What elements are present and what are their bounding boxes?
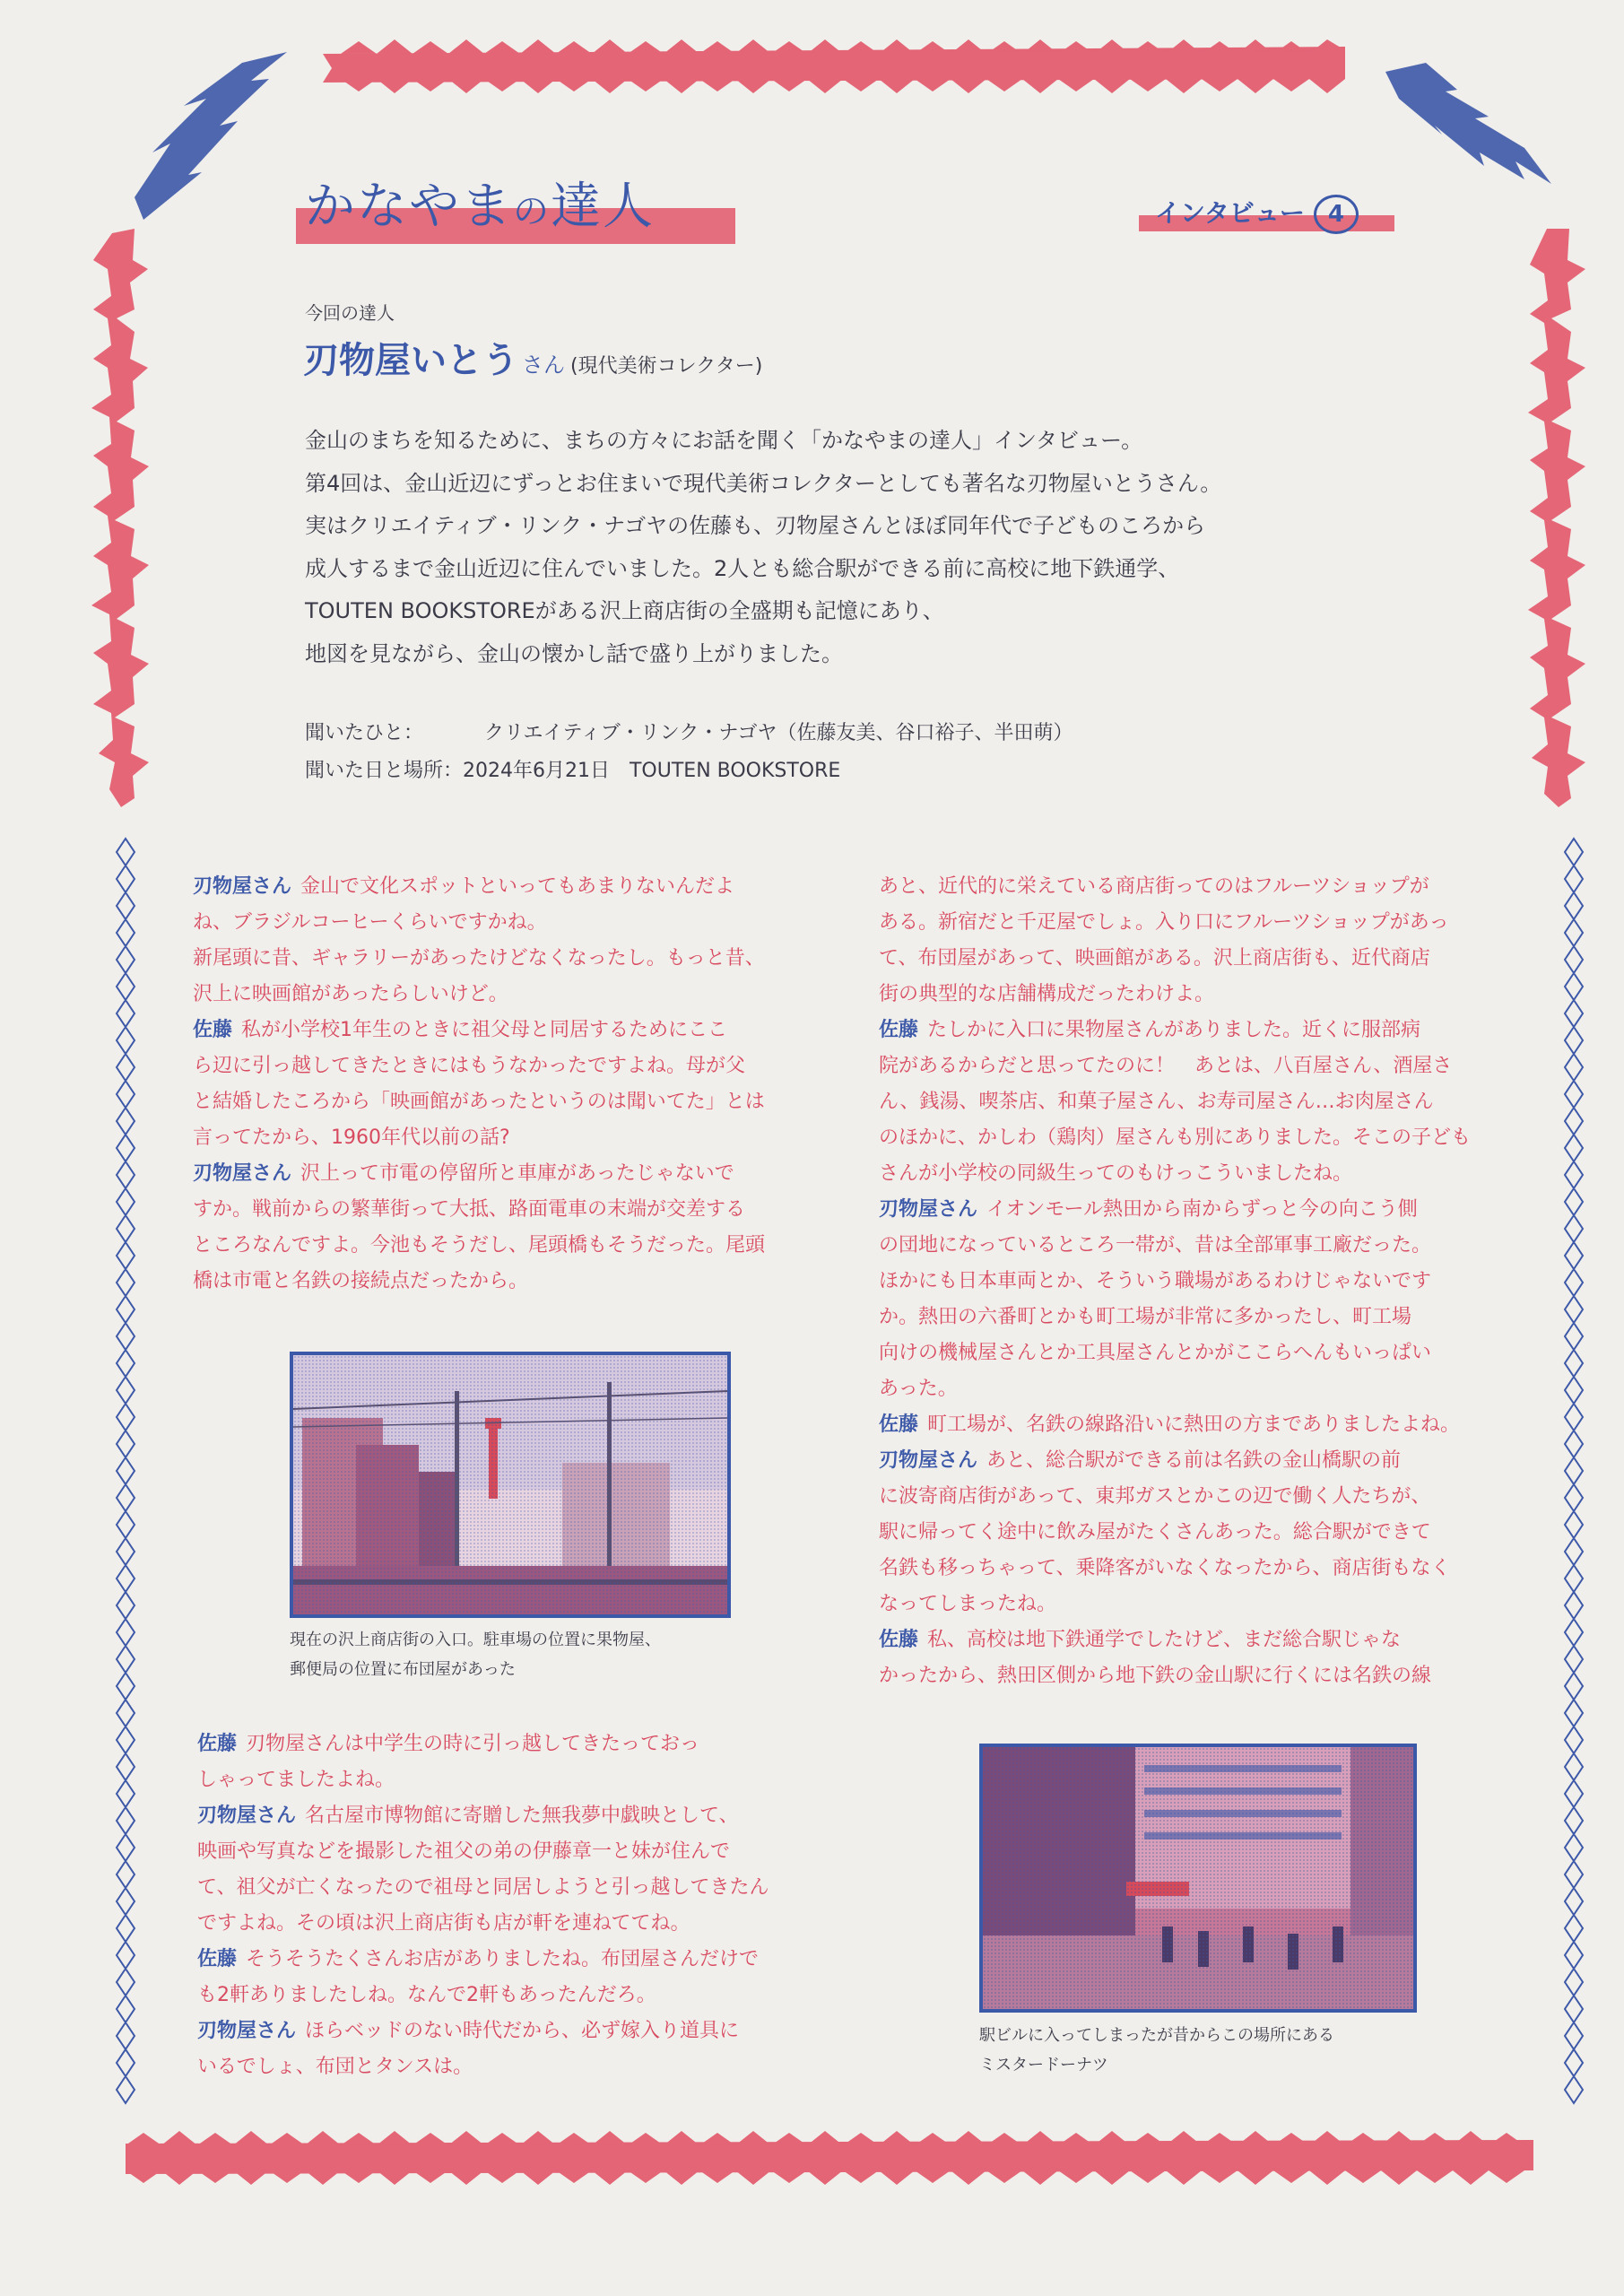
dialogue-line bbox=[879, 1479, 1524, 1515]
series-title-text bbox=[305, 167, 655, 239]
dialogue-line bbox=[879, 941, 1524, 977]
dialogue-text: ある。新宿だと千疋屋でしょ。入り口にフルーツショップがあっ bbox=[879, 911, 1449, 934]
speaker-name: 佐藤 bbox=[197, 1948, 238, 1970]
interview-badge bbox=[1139, 188, 1408, 242]
dialogue-line bbox=[197, 1798, 843, 1834]
intro-paragraph bbox=[305, 420, 1471, 675]
dialogue-line bbox=[879, 869, 1524, 905]
dialogue-line bbox=[193, 977, 838, 1013]
dialogue-line bbox=[193, 1156, 838, 1192]
dialogue-text: 街の典型的な店舗構成だったわけよ。 bbox=[879, 983, 1215, 1005]
expert-honorific: さん bbox=[522, 352, 565, 378]
dialogue-text: 新尾頭に昔、ギャラリーがあったけどなくなったし。もっと昔、 bbox=[193, 947, 765, 970]
dialogue-text: ね、ブラジルコーヒーくらいですかね。 bbox=[193, 911, 547, 934]
title-main: かなやま bbox=[305, 178, 513, 236]
dialogue-line bbox=[197, 1834, 843, 1870]
dialogue-line bbox=[879, 1587, 1524, 1622]
dialogue-text: あった。 bbox=[879, 1378, 958, 1400]
right-red-tape bbox=[1528, 229, 1585, 807]
dialogue-line bbox=[879, 1192, 1524, 1228]
dialogue-line bbox=[879, 1371, 1524, 1407]
speaker-name: 刃物屋さん bbox=[879, 1198, 978, 1221]
intro-line: 金山のまちを知るために、まちの方々にお話を聞く「かなやまの達人」インタビュー。 bbox=[305, 428, 1143, 453]
dialogue-text: ら辺に引っ越してきたときにはもうなかったですよね。母が父 bbox=[193, 1055, 746, 1077]
dialogue-text: 私が小学校1年生のときに祖父母と同居するためにここ bbox=[241, 1019, 728, 1041]
interview-label: インタビュー bbox=[1155, 198, 1305, 228]
intro-line: 地図を見ながら、金山の懐かし話で盛り上がりました。 bbox=[305, 640, 843, 666]
dialogue-line bbox=[879, 1658, 1524, 1694]
dialogue-line bbox=[193, 905, 838, 941]
interview-number: 4 bbox=[1314, 195, 1359, 234]
dialogue-text: に波寄商店街があって、東邦ガスとかこの辺で働く人たちが、 bbox=[879, 1485, 1431, 1508]
title-end: 達人 bbox=[551, 178, 655, 236]
dialogue-line bbox=[879, 1335, 1524, 1371]
dialogue-line bbox=[879, 1228, 1524, 1264]
dialogue-text: 私、高校は地下鉄通学でしたけど、まだ総合駅じゃな bbox=[927, 1629, 1402, 1651]
dialogue-text: イオンモール熱田から南からずっと今の向こう側 bbox=[986, 1198, 1418, 1221]
dialogue-line bbox=[879, 1120, 1524, 1156]
dialogue-text: 金山で文化スポットといってもあまりないんだよ bbox=[300, 875, 735, 898]
dialogue-line bbox=[879, 977, 1524, 1013]
dialogue-text: あと、総合駅ができる前は名鉄の金山橋駅の前 bbox=[986, 1449, 1402, 1472]
dialogue-line bbox=[879, 1048, 1524, 1084]
dialogue-line bbox=[193, 1013, 838, 1048]
interview-label-group bbox=[1155, 194, 1359, 234]
intro-line: 第4回は、金山近辺にずっとお住まいで現代美術コレクターとしても著名な刃物屋いとうさん。 bbox=[305, 470, 1222, 496]
dialogue-line bbox=[879, 1013, 1524, 1048]
expert-role: (現代美術コレクター) bbox=[570, 355, 763, 378]
series-title bbox=[296, 161, 762, 251]
dialogue-line bbox=[879, 1300, 1524, 1335]
bottom-red-tape bbox=[126, 2131, 1533, 2185]
street-photo-illustration bbox=[293, 1355, 727, 1614]
dialogue-line bbox=[193, 869, 838, 905]
photo1-caption-line: 郵便局の位置に布団屋があった bbox=[290, 1660, 516, 1679]
dialogue-text: ん、銭湯、喫茶店、和菓子屋さん、お寿司屋さん…お肉屋さん bbox=[879, 1091, 1434, 1113]
dialogue-text: て、祖父が亡くなったので祖母と同居しようと引っ越してきたん bbox=[197, 1876, 769, 1899]
interview-info bbox=[305, 715, 1381, 790]
dialogue-line bbox=[879, 1084, 1524, 1120]
top-left-blue-bolt bbox=[135, 52, 287, 220]
intro-line: 成人するまで金山近辺に住んでいました。2人とも総合駅ができる前に高校に地下鉄通学、 bbox=[305, 555, 1180, 581]
top-red-tape bbox=[323, 39, 1345, 93]
dialogue-line bbox=[879, 1156, 1524, 1192]
dialogue-line bbox=[197, 1978, 843, 2013]
dialogue-text: すか。戦前からの繁華街って大抵、路面電車の末端が交差する bbox=[193, 1198, 746, 1221]
speaker-name: 刃物屋さん bbox=[193, 1162, 292, 1185]
photo1-caption bbox=[290, 1625, 661, 1684]
article-left-top bbox=[193, 869, 838, 1300]
dialogue-text: 名古屋市博物館に寄贈した無我夢中戯映として、 bbox=[305, 1805, 739, 1827]
dialogue-text: いるでしょ、布団とタンスは。 bbox=[197, 2056, 473, 2078]
dialogue-text: さんが小学校の同級生ってのもけっこういましたね。 bbox=[879, 1162, 1353, 1185]
dialogue-text: 刃物屋さんは中学生の時に引っ越してきたっておっ bbox=[246, 1733, 700, 1755]
speaker-name: 佐藤 bbox=[879, 1629, 919, 1651]
dialogue-text: 沢上に映画館があったらしいけど。 bbox=[193, 983, 508, 1005]
interviewer-value: クリエイティブ・リンク・ナゴヤ（佐藤友美、谷口裕子、半田萌） bbox=[484, 722, 1073, 744]
right-dotted-diamond-border bbox=[1565, 839, 1583, 2103]
dialogue-text: か。熱田の六番町とかも町工場が非常に多かったし、町工場 bbox=[879, 1306, 1412, 1328]
dialogue-line bbox=[193, 1048, 838, 1084]
dialogue-line bbox=[197, 1906, 843, 1942]
intro-line: 実はクリエイティブ・リンク・ナゴヤの佐藤も、刃物屋さんとほぼ同年代で子どものころから bbox=[305, 513, 1206, 538]
dialogue-line bbox=[193, 1120, 838, 1156]
photo2-caption-line: 駅ビルに入ってしまったが昔からこの場所にある bbox=[979, 2026, 1334, 2045]
dialogue-line bbox=[197, 1762, 843, 1798]
dialogue-text: 沢上って市電の停留所と車庫があったじゃないで bbox=[300, 1162, 734, 1185]
dialogue-text: 町工場が、名鉄の線路沿いに熱田の方までありましたよね。 bbox=[927, 1413, 1461, 1436]
dialogue-line bbox=[193, 1264, 838, 1300]
speaker-name: 刃物屋さん bbox=[197, 1805, 297, 1827]
dialogue-line bbox=[197, 1726, 843, 1762]
dialogue-line bbox=[193, 941, 838, 977]
dialogue-text: 橋は市電と名鉄の接続点だったから。 bbox=[193, 1270, 529, 1292]
interviewer-label: 聞いたひと： bbox=[305, 722, 424, 744]
photo-shopping-street-entrance bbox=[290, 1352, 731, 1618]
dialogue-line bbox=[879, 1622, 1524, 1658]
dialogue-line bbox=[879, 1515, 1524, 1551]
article-left-bottom bbox=[197, 1726, 843, 2085]
dialogue-line bbox=[879, 1443, 1524, 1479]
dialogue-line bbox=[193, 1084, 838, 1120]
interviewer-row bbox=[305, 715, 1381, 752]
station-photo-illustration bbox=[983, 1747, 1413, 2009]
speaker-name: 佐藤 bbox=[879, 1413, 919, 1436]
dialogue-line bbox=[197, 2013, 843, 2049]
speaker-name: 刃物屋さん bbox=[197, 2020, 297, 2042]
speaker-name: 佐藤 bbox=[197, 1733, 238, 1755]
dialogue-text: ですよね。その頃は沢上商店街も店が軒を連ねててね。 bbox=[197, 1912, 690, 1935]
dialogue-text: の団地になっているところ一帯が、昔は全部軍事工廠だった。 bbox=[879, 1234, 1432, 1257]
date-row bbox=[305, 752, 1381, 790]
dialogue-text: 言ってたから、1960年代以前の話? bbox=[193, 1126, 510, 1149]
dialogue-text: のほかに、かしわ（鶏肉）屋さんも別にありました。そこの子ども bbox=[879, 1126, 1472, 1149]
speaker-name: 刃物屋さん bbox=[879, 1449, 978, 1472]
photo1-caption-line: 現在の沢上商店街の入口。駐車場の位置に果物屋、 bbox=[290, 1631, 661, 1649]
dialogue-text: ほらベッドのない時代だから、必ず嫁入り道具に bbox=[305, 2020, 740, 2042]
dialogue-text: ほかにも日本車両とか、そういう職場があるわけじゃないです bbox=[879, 1270, 1432, 1292]
expert-name: 刃物屋いとう bbox=[303, 340, 518, 381]
speaker-name: 佐藤 bbox=[879, 1019, 919, 1041]
dialogue-line bbox=[197, 1870, 843, 1906]
photo-station-building bbox=[979, 1744, 1417, 2013]
date-value: 2024年6月21日 TOUTEN BOOKSTORE bbox=[463, 760, 841, 782]
title-particle: の bbox=[513, 191, 551, 232]
dialogue-line bbox=[197, 1942, 843, 1978]
intro-line: TOUTEN BOOKSTOREがある沢上商店街の全盛期も記憶にあり、 bbox=[305, 598, 944, 623]
dialogue-text: たしかに入口に果物屋さんがありました。近くに服部病 bbox=[927, 1019, 1421, 1041]
dialogue-text: も2軒ありましたしね。なんで2軒もあったんだろ。 bbox=[197, 1984, 656, 2006]
left-dotted-diamond-border bbox=[117, 839, 135, 2103]
left-red-tape bbox=[91, 229, 149, 807]
dialogue-line bbox=[879, 1551, 1524, 1587]
dialogue-text: 駅に帰ってく途中に飲み屋がたくさんあった。総合駅ができて bbox=[879, 1521, 1431, 1544]
dialogue-text: 名鉄も移っちゃって、乗降客がいなくなったから、商店街もなく bbox=[879, 1557, 1451, 1579]
top-right-blue-bolt bbox=[1385, 63, 1551, 184]
dialogue-text: ところなんですよ。今池もそうだし、尾頭橋もそうだった。尾頭 bbox=[193, 1234, 766, 1257]
dialogue-text: しゃってましたよね。 bbox=[197, 1769, 395, 1791]
dialogue-text: 向けの機械屋さんとか工具屋さんとかがここらへんもいっぱい bbox=[879, 1342, 1432, 1364]
dialogue-line bbox=[197, 2049, 843, 2085]
speaker-name: 刃物屋さん bbox=[193, 875, 292, 898]
dialogue-text: と結婚したころから「映画館があったというのは聞いてた」とは bbox=[193, 1091, 765, 1113]
dialogue-text: 映画や写真などを撮影した祖父の弟の伊藤章一と妹が住んで bbox=[197, 1840, 731, 1863]
dialogue-text: あと、近代的に栄えている商店街ってのはフルーツショップが bbox=[879, 875, 1429, 898]
date-label: 聞いた日と場所： bbox=[305, 760, 464, 782]
dialogue-text: 院があるからだと思ってたのに！ あとは、八百屋さん、酒屋さ bbox=[879, 1055, 1453, 1077]
dialogue-text: なってしまったね。 bbox=[879, 1593, 1057, 1615]
dialogue-line bbox=[879, 905, 1524, 941]
expert-name-line bbox=[303, 332, 762, 383]
dialogue-line bbox=[193, 1192, 838, 1228]
dialogue-line bbox=[193, 1228, 838, 1264]
expert-label: 今回の達人 bbox=[305, 302, 395, 324]
photo2-caption-line: ミスタードーナツ bbox=[979, 2056, 1108, 2074]
dialogue-line bbox=[879, 1264, 1524, 1300]
dialogue-line bbox=[879, 1407, 1524, 1443]
article-right bbox=[879, 869, 1524, 1694]
dialogue-text: そうそうたくさんお店がありましたね。布団屋さんだけで bbox=[246, 1948, 760, 1970]
dialogue-text: かったから、熱田区側から地下鉄の金山駅に行くには名鉄の線 bbox=[879, 1665, 1432, 1687]
photo2-caption bbox=[979, 2021, 1334, 2080]
dialogue-text: て、布団屋があって、映画館がある。沢上商店街も、近代商店 bbox=[879, 947, 1430, 970]
speaker-name: 佐藤 bbox=[193, 1019, 233, 1041]
